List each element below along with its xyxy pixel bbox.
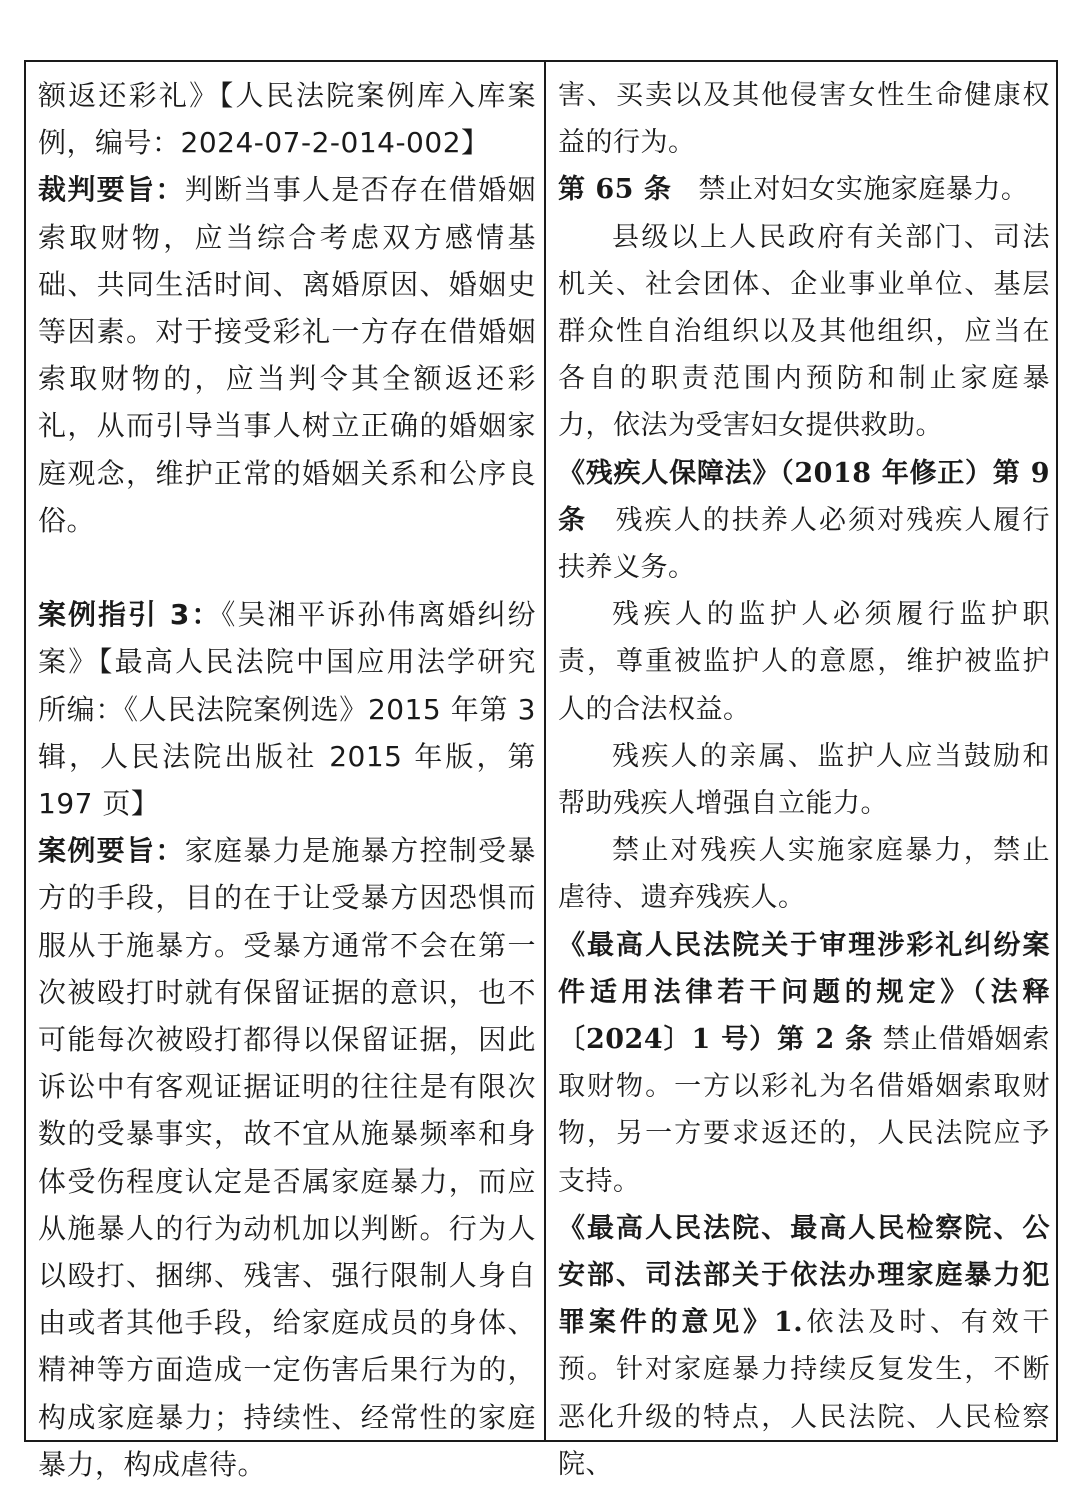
case-summary-text: 家庭暴力是施暴方控制受暴方的手段，目的在于让受暴方因恐惧而服从于施暴方。受暴方通常不会在第一次被殴打时就有保留证据的意识，也不可能每次被殴打都得以保留证据，因此诉讼中有客观证据证明的往往是有限次数的受暴事实，故不宜从施暴频率和身体受伤程度认定是否属家庭暴力，而应从施暴人的行为动机加以判断。行为人以殴打、捆绑、残害、强行限制人身自由或者其他手段，给家庭成员的身体、精神等方面造成一定伤害后果行为的，构成家庭暴力；持续性、经常性的家庭暴力，构成虐待。 bbox=[38, 834, 536, 1481]
case-guide-3-label: 案例指引 3： bbox=[38, 598, 222, 632]
article-65 bbox=[558, 166, 1050, 213]
disabled-persons-law-para-3: 残疾人的亲属、监护人应当鼓励和帮助残疾人增强自立能力。 bbox=[558, 740, 1050, 820]
disabled-persons-law-art-9 bbox=[558, 450, 1050, 592]
article-65-label: 第 65 条 bbox=[558, 174, 672, 206]
left-column bbox=[26, 62, 546, 1481]
disabled-persons-law-para-2: 残疾人的监护人必须履行监护职责，尊重被监护人的意愿，维护被监护人的合法权益。 bbox=[558, 599, 1050, 725]
bride-price-regulation-text: 禁止借婚姻索取财物。一方以彩礼为名借婚姻索取财物，另一方要求返还的，人民法院应予支持。 bbox=[558, 1024, 1051, 1197]
disabled-persons-law-text: 残疾人的扶养人必须对残疾人履行扶养义务。 bbox=[558, 504, 1050, 584]
judgment-summary-text: 判断当事人是否存在借婚姻索取财物，应当综合考虑双方感情基础、共同生活时间、离婚原因、婚姻史等因素。对于接受彩礼一方存在借婚姻索取财物的，应当判令其全额返还彩礼，从而引导当事人树立正确的婚姻家庭观念，维护正常的婚姻关系和公序良俗。 bbox=[38, 173, 536, 537]
domestic-violence-opinion bbox=[558, 1205, 1050, 1488]
article-65-text: 禁止对妇女实施家庭暴力。 bbox=[698, 174, 1029, 206]
bride-price-regulation bbox=[558, 922, 1050, 1205]
judgment-summary-label: 裁判要旨： bbox=[38, 173, 185, 207]
case-citation-continued: 额返还彩礼》【人民法院案例库入库案例，编号：2024-07-2-014-002】 bbox=[38, 79, 536, 160]
domestic-violence-opinion-label: 《最高人民法院、最高人民检察院、公安部、司法部关于依法办理家庭暴力犯罪案件的意见》1. bbox=[558, 1212, 1050, 1339]
case-guide-3 bbox=[38, 591, 536, 827]
judgment-summary bbox=[38, 166, 536, 544]
disabled-persons-law-label: 《残疾人保障法》（2018 年修正）第 9 条 bbox=[558, 457, 1050, 536]
paragraph-gap bbox=[38, 544, 536, 591]
case-summary-label: 案例要旨： bbox=[38, 834, 185, 868]
article-65-para-2: 县级以上人民政府有关部门、司法机关、社会团体、企业事业单位、基层群众性自治组织以及其他组织，应当在各自的职责范围内预防和制止家庭暴力，依法为受害妇女提供救助。 bbox=[558, 221, 1050, 442]
document-page bbox=[24, 60, 1058, 1481]
disabled-persons-law-para-4: 禁止对残疾人实施家庭暴力，禁止虐待、遗弃残疾人。 bbox=[558, 835, 1050, 914]
law-text-continued: 害、买卖以及其他侵害女性生命健康权益的行为。 bbox=[558, 80, 1050, 159]
case-guide-3-text: 《吴湘平诉孙伟离婚纠纷案》【最高人民法院中国应用法学研究所编：《人民法院案例选》2015 年第 3 辑，人民法院出版社 2015 年版，第 197 页】 bbox=[38, 598, 536, 821]
right-column bbox=[546, 62, 1056, 1480]
case-summary bbox=[38, 827, 536, 1488]
domestic-violence-opinion-text: 依法及时、有效干预。针对家庭暴力持续反复发生，不断恶化升级的特点，人民法院、人民检察院、 bbox=[558, 1307, 1051, 1480]
bride-price-regulation-label: 《最高人民法院关于审理涉彩礼纠纷案件适用法律若干问题的规定》（法释〔2024〕1 号）第 2 条 bbox=[558, 929, 1050, 1056]
